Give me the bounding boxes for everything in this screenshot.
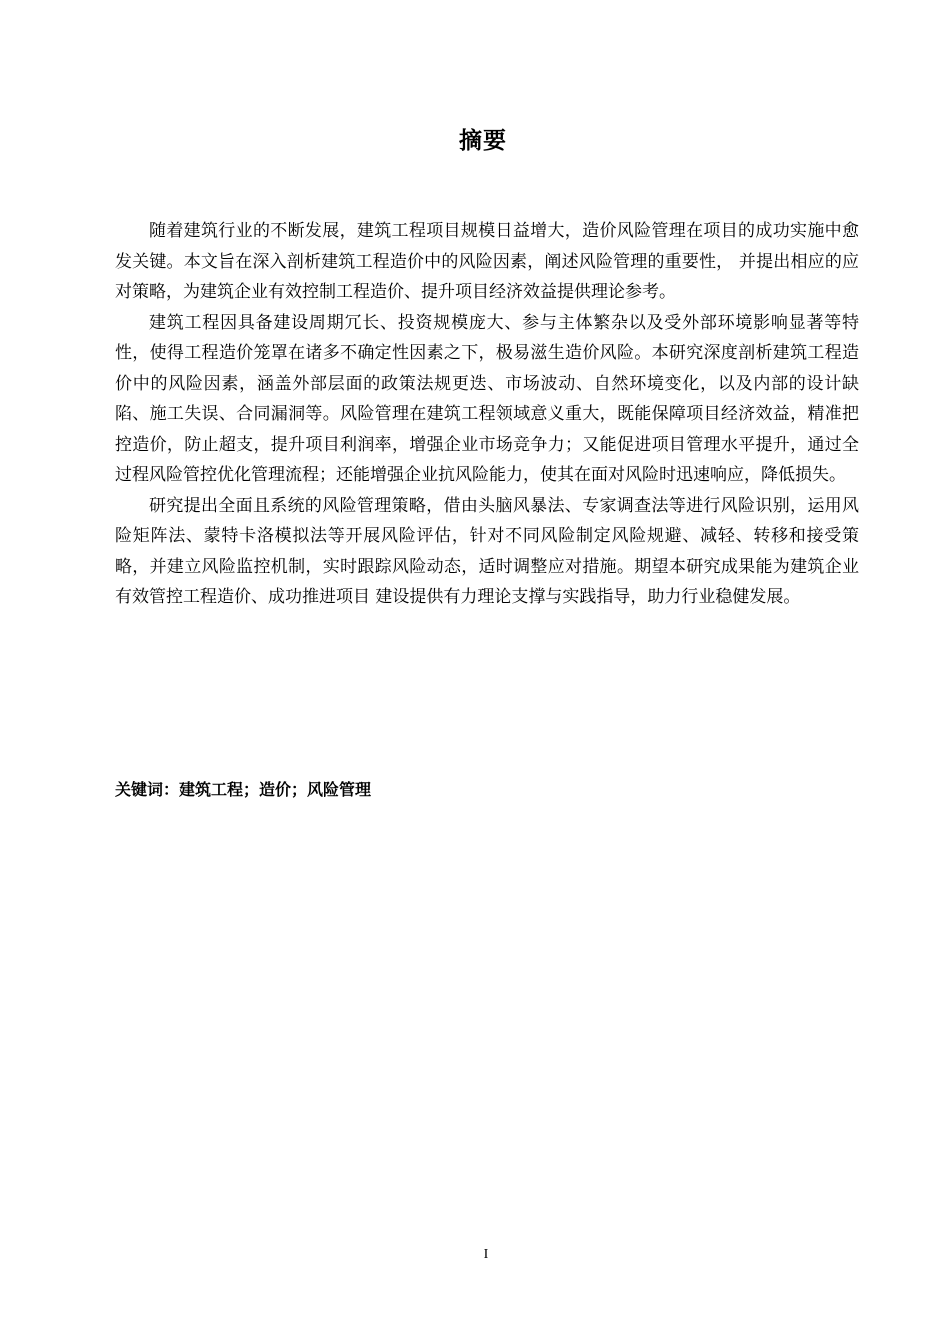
page-number: I (483, 1247, 489, 1262)
abstract-body (115, 216, 859, 613)
abstract-paragraph-2: 建筑工程因具备建设周期冗长、投资规模庞大、参与主体繁杂以及受外部环境影响显著等特性，使得工程造价笼罩在诸多不确定性因素之下，极易滋生造价风险。本研究深度剖析建筑工程造价中的风险因素，涵盖外部层面的政策法规更迭、市场波动、自然环境变化，以及内部的设计缺陷、施工失误、合同漏洞等。风险管理在建筑工程领域意义重大，既能保障项目经济效益，精准把控造价，防止超支，提升项目利润率，增强企业市场竞争力；又能促进项目管理水平提升，通过全过程风险管控优化管理流程；还能增强企业抗风险能力，使其在面对风险时迅速响应，降低损失。 (115, 312, 859, 485)
abstract-paragraph-1: 随着建筑行业的不断发展，建筑工程项目规模日益增大，造价风险管理在项目的成功实施中愈发关键。本文旨在深入剖析建筑工程造价中的风险因素，阐述风险管理的重要性， 并提出相应的应对策略，为建筑企业有效控制工程造价、提升项目经济效益提供理论参考。 (115, 221, 859, 302)
keywords-line: 关键词：建筑工程；造价；风险管理 (115, 780, 372, 799)
abstract-paragraph-3: 研究提出全面且系统的风险管理策略，借由头脑风暴法、专家调查法等进行风险识别，运用风险矩阵法、蒙特卡洛模拟法等开展风险评估，针对不同风险制定风险规避、减轻、转移和接受策略，并建立风险监控机制，实时跟踪风险动态，适时调整应对措施。期望本研究成果能为建筑企业有效管控工程造价、成功推进项目 建设提供有力理论支撑与实践指导，助力行业稳健发展。 (115, 495, 859, 607)
abstract-title: 摘要 (459, 128, 507, 154)
